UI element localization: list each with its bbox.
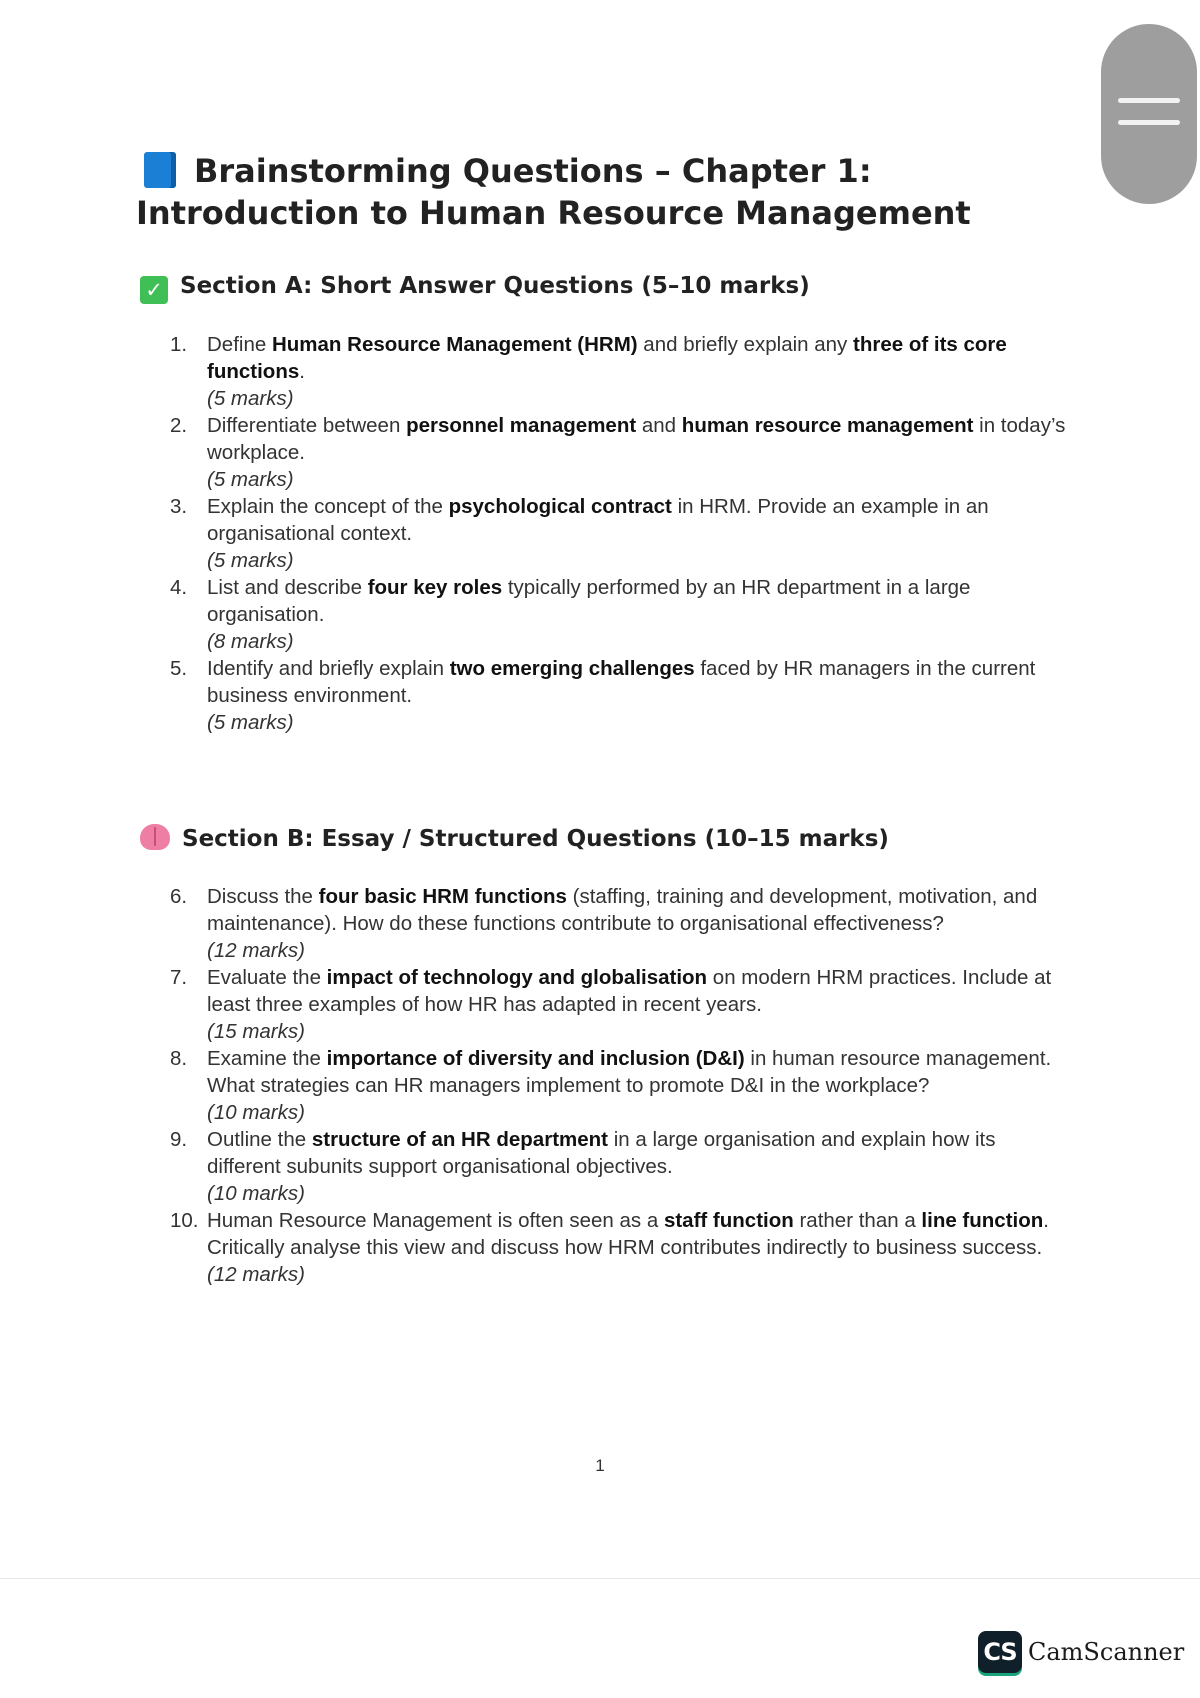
question-text-segment: List and describe <box>207 576 368 599</box>
question-text <box>207 885 1037 935</box>
question-text-segment: (staffing, training and development, motivation, and maintenance). How do these functions contribute to organisational effectiveness? <box>207 885 1038 935</box>
question-marks: (12 marks) <box>207 939 305 962</box>
question-item <box>0 1207 1067 1288</box>
question-number: 4. <box>170 576 188 599</box>
question-text-segment: Identify and briefly explain <box>207 657 450 680</box>
question-text-segment: faced by HR managers in the current business environment. <box>207 657 1036 707</box>
question-text-segment: in human resource management. What strategies can HR managers implement to promote D&I in the workplace? <box>207 1047 1052 1097</box>
question-item <box>0 1126 1067 1207</box>
question-marks: (5 marks) <box>207 711 294 734</box>
question-key-term: personnel management <box>406 414 637 437</box>
section-b-heading-text: Section B: Essay / Structured Questions (10–15 marks) <box>182 826 889 852</box>
question-text-segment: Differentiate between <box>207 414 407 437</box>
question-marks: (5 marks) <box>207 468 294 491</box>
question-item <box>0 412 1067 493</box>
question-text-segment: Examine the <box>207 1047 327 1070</box>
question-key-term: three of its core functions <box>207 333 1007 383</box>
question-key-term: line function <box>921 1209 1044 1232</box>
question-number: 10. <box>170 1209 199 1232</box>
question-item <box>0 883 1067 964</box>
question-text <box>207 576 970 626</box>
question-key-term: impact of technology and globalisation <box>326 966 708 989</box>
question-text-segment: . <box>299 360 305 383</box>
camscanner-watermark <box>978 1630 1184 1674</box>
question-text <box>207 1209 1049 1259</box>
question-text-segment: and <box>636 414 682 437</box>
question-text <box>207 414 1065 464</box>
question-key-term: psychological contract <box>448 495 672 518</box>
menu-line-icon <box>1118 120 1180 125</box>
section-a-heading-text: Section A: Short Answer Questions (5–10 marks) <box>180 273 810 299</box>
question-text-segment: Define <box>207 333 272 356</box>
question-item <box>0 493 1067 574</box>
question-text-segment: Discuss the <box>207 885 319 908</box>
question-key-term: two emerging challenges <box>449 657 695 680</box>
question-text-segment: in today’s workplace. <box>207 414 1066 464</box>
question-marks: (15 marks) <box>207 1020 305 1043</box>
question-text-segment: in HRM. Provide an example in an organisational context. <box>207 495 989 545</box>
question-key-term: structure of an HR department <box>311 1128 608 1151</box>
title-text: Brainstorming Questions – Chapter 1: Introduction to Human Resource Management <box>136 152 971 232</box>
question-text <box>207 495 989 545</box>
question-text-segment: on modern HRM practices. Include at least three examples of how HR has adapted in recent years. <box>207 966 1052 1016</box>
question-number: 7. <box>170 966 188 989</box>
camscanner-brand-text: CamScanner <box>1028 1638 1185 1666</box>
question-key-term: Human Resource Management (HRM) <box>271 333 638 356</box>
question-text-segment: Human Resource Management is often seen as a <box>207 1209 664 1232</box>
question-key-term: importance of diversity and inclusion (D&I) <box>326 1047 745 1070</box>
question-key-term: staff function <box>663 1209 794 1232</box>
question-marks: (10 marks) <box>207 1101 305 1124</box>
question-text-segment: typically performed by an HR department in a large organisation. <box>207 576 971 626</box>
section-b-heading <box>140 824 889 852</box>
page-number: 1 <box>595 1456 605 1475</box>
question-text-segment: Outline the <box>207 1128 312 1151</box>
question-text <box>207 333 1007 383</box>
question-text <box>207 1047 1051 1097</box>
question-text-segment: . Critically analyse this view and discuss how HRM contributes indirectly to business success. <box>207 1209 1049 1259</box>
question-text <box>207 1128 995 1178</box>
question-marks: (5 marks) <box>207 549 294 572</box>
camscanner-logo-icon: CS <box>978 1631 1022 1673</box>
menu-handle-button[interactable] <box>1101 24 1197 204</box>
question-item <box>0 964 1067 1045</box>
question-number: 9. <box>170 1128 188 1151</box>
question-item <box>0 331 1067 412</box>
question-text <box>207 966 1051 1016</box>
question-number: 2. <box>170 414 188 437</box>
menu-line-icon <box>1118 98 1180 103</box>
question-number: 5. <box>170 657 188 680</box>
book-icon <box>144 152 176 188</box>
check-icon: ✓ <box>140 276 168 304</box>
question-number: 1. <box>170 333 188 356</box>
question-item <box>0 574 1067 655</box>
question-text-segment: Evaluate the <box>207 966 327 989</box>
question-number: 8. <box>170 1047 188 1070</box>
question-item <box>0 1045 1067 1126</box>
question-key-term: human resource management <box>681 414 974 437</box>
question-marks: (12 marks) <box>207 1263 305 1286</box>
document-title <box>136 150 1056 234</box>
question-marks: (10 marks) <box>207 1182 305 1205</box>
question-text-segment: rather than a <box>793 1209 922 1232</box>
section-a-heading <box>140 273 810 304</box>
question-text-segment: and briefly explain any <box>637 333 853 356</box>
question-number: 6. <box>170 885 188 908</box>
question-key-term: four key roles <box>367 576 503 599</box>
question-key-term: four basic HRM functions <box>318 885 567 908</box>
page-divider <box>0 1578 1200 1579</box>
question-text-segment: Explain the concept of the <box>207 495 449 518</box>
question-item <box>0 655 1067 736</box>
section-a-question-list <box>0 331 1200 736</box>
question-number: 3. <box>170 495 188 518</box>
question-marks: (5 marks) <box>207 387 294 410</box>
section-b-question-list <box>0 883 1200 1288</box>
question-text-segment: in a large organisation and explain how its different subunits support organisational objectives. <box>207 1128 996 1178</box>
question-text <box>207 657 1035 707</box>
question-marks: (8 marks) <box>207 630 294 653</box>
brain-icon <box>140 824 170 850</box>
